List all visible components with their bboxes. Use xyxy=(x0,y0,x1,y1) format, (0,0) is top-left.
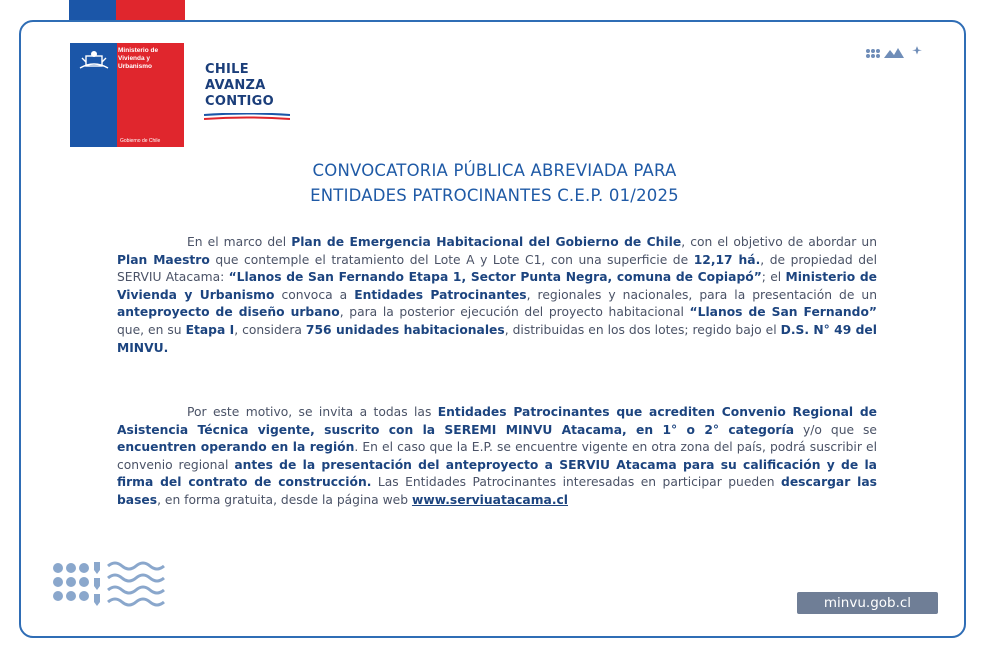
bold-text: 12,17 há. xyxy=(693,252,761,267)
website-badge[interactable]: minvu.gob.cl xyxy=(797,592,938,614)
body-text: , regionales y nacionales, para la presentación de un xyxy=(526,287,878,302)
body-paragraph-1 xyxy=(117,234,877,357)
drops-waves-icon xyxy=(52,558,178,610)
flag-blue-block xyxy=(69,0,116,20)
title-line: ENTIDADES PATROCINANTES C.E.P. 01/2025 xyxy=(310,186,679,205)
ministry-name xyxy=(118,47,182,71)
ministry-emblem-icon xyxy=(76,48,112,72)
slogan-line: CONTIGO xyxy=(205,94,274,109)
flag-red-block xyxy=(116,0,185,20)
body-text: convoca a xyxy=(274,287,355,302)
bold-text: “Llanos de San Fernando Etapa 1, Sector Punta Negra, comuna de Copiapó” xyxy=(228,270,762,285)
top-flag-bar xyxy=(69,0,185,20)
ministry-name-line: Vivienda y xyxy=(118,55,151,62)
bold-text: Entidades Patrocinantes que acrediten Convenio Regional de Asistencia Técnica vigente, suscrito con la SEREMI MINVU Atacama, en 1° o 2° categoría xyxy=(117,405,877,437)
bold-text: Ministerio de Vivienda y Urbanismo xyxy=(117,270,877,302)
ministry-name-line: Ministerio de xyxy=(118,47,159,54)
body-text: , para la posterior ejecución del proyecto habitacional xyxy=(339,305,690,320)
ministry-logo xyxy=(70,43,184,147)
body-text: En el marco del xyxy=(187,235,292,249)
body-text: , en forma gratuita, desde la página web xyxy=(157,492,412,507)
body-text: y/o que se xyxy=(794,422,877,437)
bold-text: 756 unidades habitacionales xyxy=(305,322,505,337)
bold-text: Plan de Emergencia Habitacional del Gobierno de Chile xyxy=(291,235,682,249)
slogan-line: CHILE xyxy=(205,62,249,77)
bold-text: anteproyecto de diseño urbano xyxy=(117,305,340,320)
bold-text: Entidades Patrocinantes xyxy=(354,287,527,302)
body-text: , con el objetivo de abordar un xyxy=(681,235,877,249)
government-label: Gobierno de Chile xyxy=(120,138,161,144)
body-text: , distribuidas en los dos lotes; regido bajo el xyxy=(504,322,781,337)
bold-text: D.S. N° 49 del MINVU. xyxy=(117,322,877,355)
bold-text: encuentren operando en la región xyxy=(117,440,355,455)
body-text: ; el xyxy=(761,270,786,285)
bold-text: descargar las bases xyxy=(117,475,877,507)
body-text: . En el caso que la E.P. se encuentre vigente en otra zona del país, podrá suscribir el convenio regional xyxy=(117,440,877,472)
body-text: que contemple el tratamiento del Lote A y Lote C1, con una superficie de xyxy=(209,252,694,267)
body-text: Las Entidades Patrocinantes interesadas en participar pueden xyxy=(371,475,782,490)
body-text: Por este motivo, se invita a todas las xyxy=(187,405,438,419)
slogan-line: AVANZA xyxy=(205,78,266,93)
bold-text: Plan Maestro xyxy=(117,252,210,267)
bold-text: Etapa I xyxy=(185,322,235,337)
dots-mountains-star-icon xyxy=(862,44,942,66)
body-text: , de propiedad del SERVIU Atacama: xyxy=(117,252,878,285)
bold-text: “Llanos de San Fernando” xyxy=(689,305,878,320)
ministry-name-line: Urbanismo xyxy=(118,63,152,70)
slogan xyxy=(205,62,274,110)
body-text: que, en su xyxy=(117,322,186,337)
slogan-underline-icon xyxy=(204,113,290,123)
website-link[interactable]: www.serviuatacama.cl xyxy=(411,492,568,507)
announcement-title xyxy=(0,158,989,208)
body-text: , considera xyxy=(234,322,306,337)
title-line: CONVOCATORIA PÚBLICA ABREVIADA PARA xyxy=(312,161,677,180)
bold-text: antes de la presentación del anteproyecto a SERVIU Atacama para su calificación y de la firma del contrato de construcción. xyxy=(117,457,877,490)
body-paragraph-2 xyxy=(117,404,877,510)
